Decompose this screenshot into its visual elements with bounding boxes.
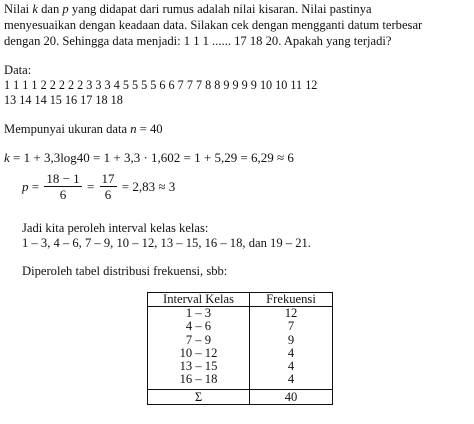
header-interval-kelas: Interval Kelas xyxy=(148,293,250,307)
k-formula-expression: = 1 + 3,3log40 = 1 + 3,3 · 1,602 = 1 + 5,29 = 6,29 ≈ 6 xyxy=(9,150,294,165)
table-row xyxy=(148,347,333,360)
equals-sign: = xyxy=(83,179,98,194)
frequency-distribution-table xyxy=(147,292,333,405)
header-frekuensi: Frekuensi xyxy=(250,293,333,307)
variable-n: n xyxy=(130,122,137,136)
variable-k: k xyxy=(32,2,38,16)
frequency-cell: 7 xyxy=(250,320,333,333)
fraction-1-numerator: 18 − 1 xyxy=(46,171,80,186)
table-total-row xyxy=(148,390,333,405)
equals-sign: = xyxy=(28,179,43,194)
variable-k: k xyxy=(4,150,10,165)
interval-cell: 10 – 12 xyxy=(148,347,250,360)
intervals-line-2: 1 – 3, 4 – 6, 7 – 9, 10 – 12, 13 – 15, 16 – 18, dan 19 – 21. xyxy=(22,236,311,250)
total-value-cell: 40 xyxy=(250,390,333,405)
fraction-2-numerator: 17 xyxy=(101,171,115,186)
fraction-1 xyxy=(44,172,81,201)
table-intro: Diperoleh tabel distribusi frekuensi, sbb: xyxy=(22,264,228,278)
interval-cell: 4 – 6 xyxy=(148,320,250,333)
frequency-cell: 12 xyxy=(250,307,333,321)
intervals-line-1: Jadi kita peroleh interval kelas kelas: xyxy=(22,221,209,235)
frequency-cell: 9 xyxy=(250,334,333,347)
frequency-cell: 4 xyxy=(250,347,333,360)
data-row-1: 1 1 1 1 2 2 2 2 2 3 3 3 4 5 5 5 5 6 6 7 7 7 8 8 9 9 9 9 10 10 11 12 xyxy=(4,78,318,92)
intro-line-3: dengan 20. Sehingga data menjadi: 1 1 1 ...... 17 18 20. Apakah yang terjadi? xyxy=(4,34,392,48)
frequency-cell: 4 xyxy=(250,360,333,373)
interval-cell: 16 – 18 xyxy=(148,373,250,386)
intro-text: dan xyxy=(37,2,63,16)
fraction-2 xyxy=(100,172,117,201)
data-label: Data: xyxy=(4,63,32,77)
p-formula-result: = 2,83 ≈ 3 xyxy=(118,179,176,194)
frequency-cell: 4 xyxy=(250,373,333,386)
table-row xyxy=(148,360,333,373)
variable-p: p xyxy=(22,179,29,194)
fraction-1-denominator: 6 xyxy=(59,187,67,202)
data-size-text: Mempunyai ukuran data xyxy=(4,122,131,136)
interval-cell: 7 – 9 xyxy=(148,334,250,347)
fraction-2-denominator: 6 xyxy=(104,187,112,202)
interval-cell: 1 – 3 xyxy=(148,307,250,321)
variable-p: p xyxy=(62,2,69,16)
intro-line-1 xyxy=(4,3,372,16)
total-label-cell: Σ xyxy=(148,390,250,405)
table-header-row xyxy=(148,293,333,307)
k-formula xyxy=(4,151,294,164)
data-row-2: 13 14 14 15 16 17 18 18 xyxy=(4,93,123,107)
table-row xyxy=(148,334,333,347)
p-formula xyxy=(22,172,175,201)
table-row xyxy=(148,307,333,321)
data-size-value: = 40 xyxy=(136,122,163,136)
interval-cell: 13 – 15 xyxy=(148,360,250,373)
intro-text: yang didapat dari rumus adalah nilai kisaran. Nilai pastinya xyxy=(68,2,372,16)
table-row xyxy=(148,373,333,386)
intro-line-2: menyesuaikan dengan keadaan data. Silakan cek dengan mengganti datum terbesar xyxy=(4,18,423,32)
intro-text: Nilai xyxy=(4,2,33,16)
table-row xyxy=(148,320,333,333)
data-size-line xyxy=(4,123,163,136)
